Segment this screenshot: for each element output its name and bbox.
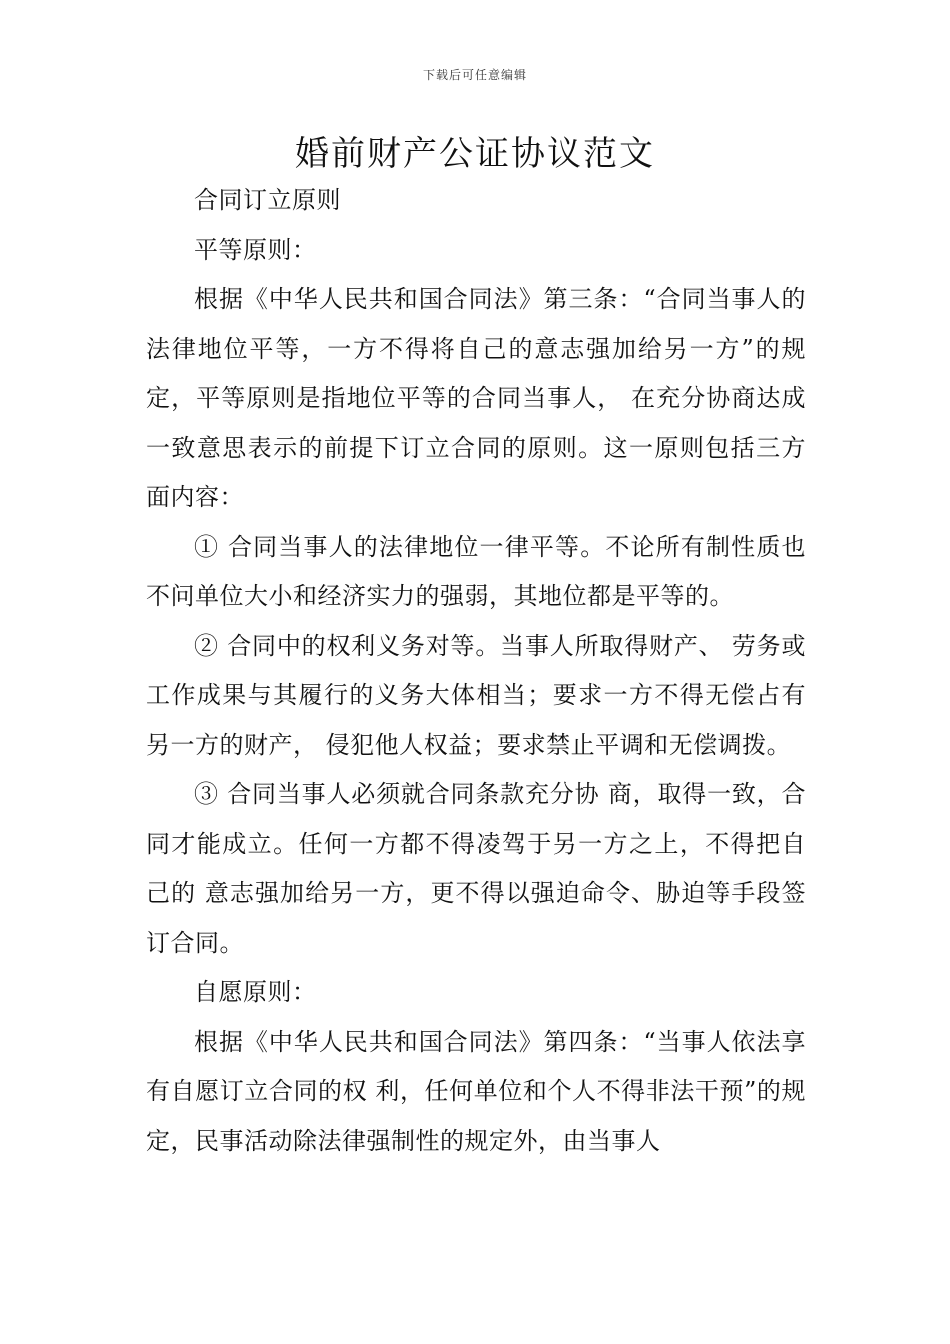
paragraph-point-3: ③ 合同当事人必须就合同条款充分协 商，取得一致，合同才能成立。任何一方都不得凌驾于另一方之上，不得把自己的 意志强加给另一方，更不得以强迫命令、胁迫等手段签订合同。 — [146, 780, 806, 957]
paragraph-point-1: ① 合同当事人的法律地位一律平等。不论所有制性质也不问单位大小和经济实力的强弱，其地位都是平等的。 — [146, 532, 806, 610]
subheading-equality-principle: 平等原则： — [194, 235, 317, 264]
document-body — [146, 176, 806, 1166]
paragraph-point-2: ② 合同中的权利义务对等。当事人所取得财产、 劳务或工作成果与其履行的义务大体相当；要求一方不得无偿占有另一方的财产， 侵犯他人权益；要求禁止平调和无偿调拨。 — [146, 631, 806, 759]
subheading-voluntary-principle: 自愿原则： — [194, 978, 317, 1006]
section-heading-contract-principles: 合同订立原则 — [194, 186, 341, 214]
header-note: 下载后可任意编辑 — [422, 68, 527, 82]
document-title: 婚前财产公证协议范文 — [295, 134, 655, 174]
paragraph-equality-basis: 根据《中华人民共和国合同法》第三条：“合同当事人的法律地位平等，一方不得将自己的意志强加给另一方”的规定，平等原则是指地位平等的合同当事人， 在充分协商达成一致意思表示的前提下订立合同的原则。这一原则包括三方面内容： — [146, 285, 806, 511]
paragraph-voluntary-basis: 根据《中华人民共和国合同法》第四条：“当事人依法享有自愿订立合同的权 利，任何单位和个人不得非法干预”的规定，民事活动除法律强制性的规定外，由当事人 — [146, 1027, 806, 1155]
